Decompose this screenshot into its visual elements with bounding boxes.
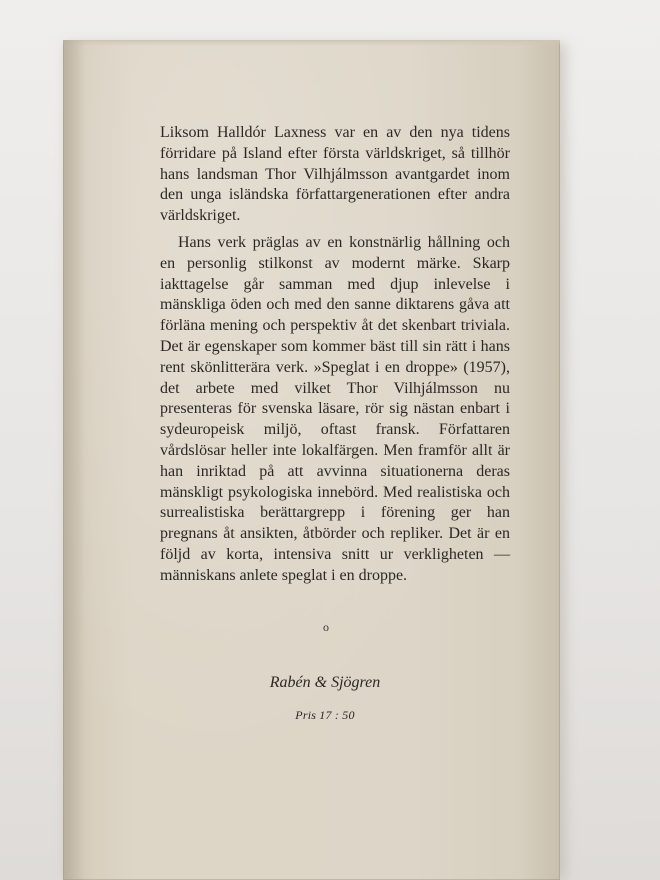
blurb-paragraph-1: Liksom Halldór Laxness var en av den nya tidens förridare på Island efter första världskriget, så tillhör hans landsman Thor Vilhjálmsson avantgardet inom den unga isländska författargenerationen efter andra världskriget. [160,124,510,225]
blurb-text [160,123,510,587]
book-spine-edge [63,40,85,880]
publisher-name: Rabén & Sjögren [269,674,381,691]
price-label: Pris 17 : 50 [295,708,355,722]
blurb-paragraph-2: Hans verk präglas av en konstnärlig hållning och en personlig stilkonst av modernt märke. Skarp iakttagelse går samman med djup inlevelse i mänskliga öden och med den sanne diktarens gåva att förläna mening och perspektiv åt det skenbart triviala. Det är egenskaper som kommer bäst till sin rätt i hans rent skönlitterära verk. »Speglat i en droppe» (1957), det arbete med vilket Thor Vilhjálmsson nu presenteras för svenska läsare, rör sig nästan enbart i sydeuropeisk miljö, oftast fransk. Författaren vårdslösar heller inte lokalfärgen. Men framför allt är han inriktad på att avvinna situationerna deras mänskligt psykologiska innebörd. Med realistiska och surrealistiska berättargrepp i förening ger han pregnans åt ansikten, åtbörder och repliker. Det är en följd av korta, intensiva snitt ur verkligheten — människans anlete speglat i en droppe. [160,233,510,584]
ornament-mark: o [323,620,329,634]
book-top-edge [63,40,560,46]
